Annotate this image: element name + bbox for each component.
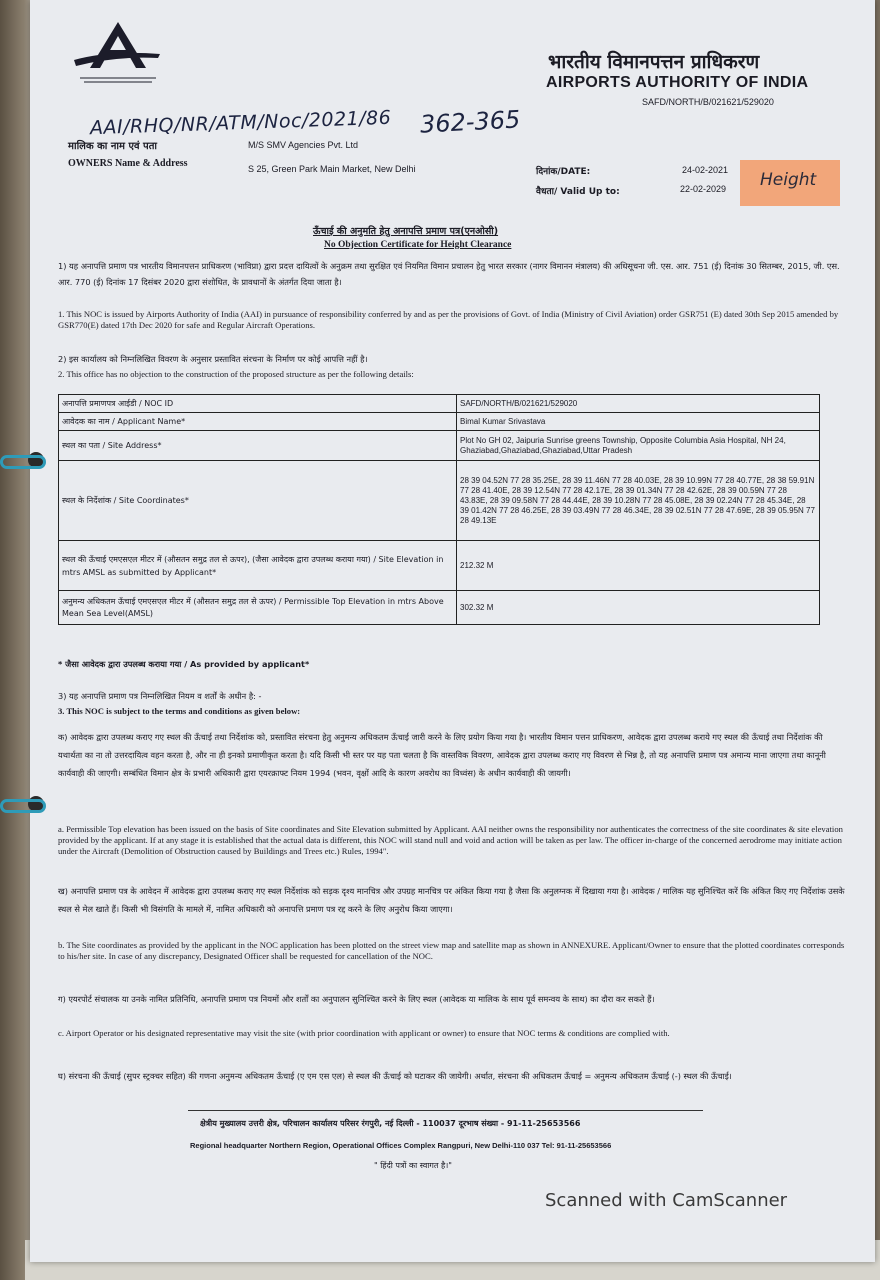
para3-hindi: 3) यह अनापत्ति प्रमाण पत्र निम्नलिखित नियम व शर्तों के अधीन है: - (58, 691, 262, 701)
binder-ring (0, 799, 46, 813)
table-value: Plot No GH 02, Jaipuria Sunrise greens Township, Opposite Columbia Asia Hospital, NH 24, Ghaziabad,Ghaziabad,Ghaziabad,Uttar Pradesh (457, 431, 820, 461)
footer-hindi-welcome: " हिंदी पत्रों का स्वागत है।" (374, 1161, 452, 1170)
table-value: 212.32 M (457, 541, 820, 591)
table-label: स्थल के निर्देशांक / Site Coordinates* (59, 461, 457, 541)
table-label: स्थल का पता / Site Address* (59, 431, 457, 461)
table-label: अनापत्ति प्रमाणपत्र आईडी / NOC ID (59, 395, 457, 413)
handwritten-reference: AAI/RHQ/NR/ATM/Noc/2021/86 (89, 106, 392, 140)
aai-logo-icon (70, 20, 165, 90)
para3-english: 3. This NOC is subject to the terms and conditions as given below: (58, 706, 301, 716)
binder-ring (0, 455, 46, 469)
condition-c-english: c. Airport Operator or his designated representative may visit the site (with prior coordination with applicant or owner) to ensure that NOC terms & conditions are complied with. (58, 1028, 670, 1038)
table-row (59, 431, 820, 461)
para2-english: 2. This office has no objection to the construction of the proposed structure as per the following details: (58, 369, 414, 379)
org-title-english: AIRPORTS AUTHORITY OF INDIA (546, 74, 809, 91)
condition-b-hindi: ख) अनापत्ति प्रमाण पत्र के आवेदन में आवेदक द्वारा उपलब्ध कराए गए स्थल निर्देशांक को सड़क दृश्य मानचित्र और उपग्रह मानचित्र पर अंकित किया गया है जैसा कि अनुलग्नक में दिखाया गया है। आवेदक / मालिक यह सुनिश्चित करें कि अंकित किए गए निर्देशांक उसके स्थल से मेल खाते हैं। किसी भी विसंगति के मामले में, नामित अधिकारी को अनापत्ति प्रमाण पत्र रद्द करने के लिए अनुरोध किया जाएगा। (58, 886, 845, 914)
sticky-note (740, 160, 840, 206)
date-label: दिनांक/DATE: (536, 167, 591, 177)
date-value: 24-02-2021 (682, 165, 729, 175)
table-value: 28 39 04.52N 77 28 35.25E, 28 39 11.46N 77 28 40.03E, 28 39 10.99N 77 28 40.77E, 28 38 59.91N 77 28 41.40E, 28 39 12.54N 77 28 42.17E, 28 39 01.34N 77 28 42.62E, 28 39 00.59N 77 28 43.83E, 28 39 09.58N 77 28 44.44E, 28 39 10.28N 77 28 45.08E, 28 39 02.24N 77 28 45.34E, 28 39 01.42N 77 28 46.25E, 28 39 03.49N 77 28 46.34E, 28 39 02.51N 77 28 47.69E, 28 39 05.95N 77 28 49.13E (457, 461, 820, 541)
condition-b-english: b. The Site coordinates as provided by the applicant in the NOC application has been plotted on the street view map and satellite map as shown in ANNEXURE. Applicant/Owner to ensure that the plotted coordinates corresponds to his/her site. In case of any discrepancy, Designated Officer shall be requested for cancellation of the NOC. (58, 940, 845, 961)
condition-c-hindi: ग) एयरपोर्ट संचालक या उनके नामित प्रतिनिधि, अनापत्ति प्रमाण पत्र नियमों और शर्तों का अनुपालन सुनिश्चित करने के लिए स्थल (आवेदक या मालिक के साथ पूर्व समन्वय के साथ) का दौरा कर सकते हैं। (58, 994, 655, 1004)
valid-value: 22-02-2029 (680, 184, 727, 194)
table-row (59, 395, 820, 413)
table-value: Bimal Kumar Srivastava (457, 413, 820, 431)
condition-a-hindi: क) आवेदक द्वारा उपलब्ध कराए गए स्थल की ऊँचाई तथा निर्देशांक को, प्रस्तावित संरचना हेतु अनुमन्य अधिकतम ऊँचाई जारी करने के लिए प्रयोग किया गया है। भारतीय विमान पत्तन प्राधिकरण, आवेदक द्वारा उपलब्ध कराये गए स्थल की ऊँचाई तथा निर्देशांक की यथार्थता का ना तो उत्तरदायित्व वहन करता है, और ना ही इनको प्रमाणीकृत करता है। यदि किसी भी स्तर पर यह पता चलता है कि वास्तविक विवरण, आवेदक द्वारा उपलब्ध कराए गए विवरण से भिन्न है, तो यह अनापत्ति प्रमाण पत्र अमान्य माना जाएगा तथा कानूनी कार्यवाही की जाएगी। सम्बंधित विमान क्षेत्र के प्रभारी अधिकारी द्वारा एयरक्राफ्ट नियम 1994 (भवन, वृक्षों आदि के कारण अवरोध का विध्वंस) के अधीन कार्यवाही की जायगी। (58, 732, 826, 778)
owner-label-hindi: मालिक का नाम एवं पता (68, 141, 157, 152)
table-row (59, 541, 820, 591)
noc-details-table (58, 394, 820, 625)
table-row (59, 413, 820, 431)
footer-english-address: Regional headquarter Northern Region, Operational Offices Complex Rangpuri, New Delhi-110 037 Tel: 91-11-25653566 (190, 1141, 612, 1150)
footer-divider (188, 1110, 703, 1111)
table-row (59, 591, 820, 625)
org-title-hindi: भारतीय विमानपत्तन प्राधिकरण (548, 51, 760, 73)
table-label: स्थल की ऊँचाई एमएसएल मीटर में (औसतन समुद्र तल से ऊपर), (जैसा आवेदक द्वारा उपलब्ध कराया गया) / Site Elevation in mtrs AMSL as submitted by Applicant* (59, 541, 457, 591)
certificate-title-hindi: ऊँचाई की अनुमति हेतु अनापत्ति प्रमाण पत्र(एनओसी) (313, 226, 499, 237)
table-note: * जैसा आवेदक द्वारा उपलब्ध कराया गया / As provided by applicant* (58, 659, 310, 669)
certificate-title-english: No Objection Certificate for Height Clearance (324, 240, 512, 250)
para1-hindi: 1) यह अनापत्ति प्रमाण पत्र भारतीय विमानपत्तन प्राधिकरण (भाविप्रा) द्वारा प्रदत्त दायित्वों के अनुक्रम तथा सुरक्षित एवं नियमित विमान प्रचालन हेतु भारत सरकार (नागर विमानन मंत्रालय) की अधिसूचना जी. एस. आर. 751 (ई) दिनांक 30 सितम्बर, 2015, जी. एस. आर. 770 (ई) दिनांक 17 दिसंबर 2020 द्वारा संशोधित, के प्रावधानों के अंतर्गत दिया जाता है। (58, 261, 840, 287)
condition-a-english: a. Permissible Top elevation has been issued on the basis of Site coordinates and Site Elevation submitted by Applicant. AAI neither owns the responsibility nor authenticates the correctness of the site coordinates & site elevation provided by the applicant. If at any stage it is established that the actual data is different, this NOC will stand null and void and action will be taken as per law. The officer in-charge of the concerned aerodrome may initiate action under the Aircraft (Demolition of Obstruction caused by Buildings and Trees etc.) Rules, 1994". (58, 824, 843, 856)
owner-label-english: OWNERS Name & Address (68, 158, 188, 169)
camscanner-watermark: Scanned with CamScanner (545, 1190, 788, 1211)
table-label: अनुमन्य अधिकतम ऊँचाई एमएसएल मीटर में (औसतन समुद्र तल से ऊपर) / Permissible Top Elevation in mtrs Above Mean Sea Level(AMSL) (59, 591, 457, 625)
table-row (59, 461, 820, 541)
handwritten-reference-range: 362-365 (419, 105, 521, 139)
condition-d-hindi: घ) संरचना की ऊँचाई (सुपर स्ट्रक्चर सहित) की गणना अनुमन्य अधिकतम ऊँचाई (ए एम एस एल) से स्थल की ऊँचाई को घटाकर की जायेगी। अर्थात, संरचना की अधिकतम ऊँचाई = अनुमन्य अधिकतम ऊँचाई (-) स्थल की ऊँचाई। (58, 1071, 732, 1081)
table-label: आवेदक का नाम / Applicant Name* (59, 413, 457, 431)
sticky-note-text: Height (760, 170, 817, 190)
table-value: SAFD/NORTH/B/021621/529020 (457, 395, 820, 413)
reference-number: SAFD/NORTH/B/021621/529020 (642, 97, 774, 107)
para1-english: 1. This NOC is issued by Airports Authority of India (AAI) in pursuance of responsibility conferred by and as per the provisions of Govt. of India (Ministry of Civil Aviation) order GSR751 (E) dated 30th Sep 2015 amended by GSR770(E) dated 17th Dec 2020 for safe and Regular Aircraft Operations. (58, 309, 839, 330)
para2-hindi: 2) इस कार्यालय को निम्नलिखित विवरण के अनुसार प्रस्तावित संरचना के निर्माण पर कोई आपत्ति नहीं है। (58, 354, 368, 364)
owner-address: S 25, Green Park Main Market, New Delhi (248, 164, 416, 174)
valid-label: वैधता/ Valid Up to: (536, 187, 620, 197)
footer-hindi-address: क्षेत्रीय मुख्यालय उत्तरी क्षेत्र, परिचालन कार्यालय परिसर रंगपुरी, नई दिल्ली - 110037 दूरभाष संख्या - 91-11-25653566 (200, 1119, 581, 1128)
owner-name: M/S SMV Agencies Pvt. Ltd (248, 140, 359, 150)
table-value: 302.32 M (457, 591, 820, 625)
